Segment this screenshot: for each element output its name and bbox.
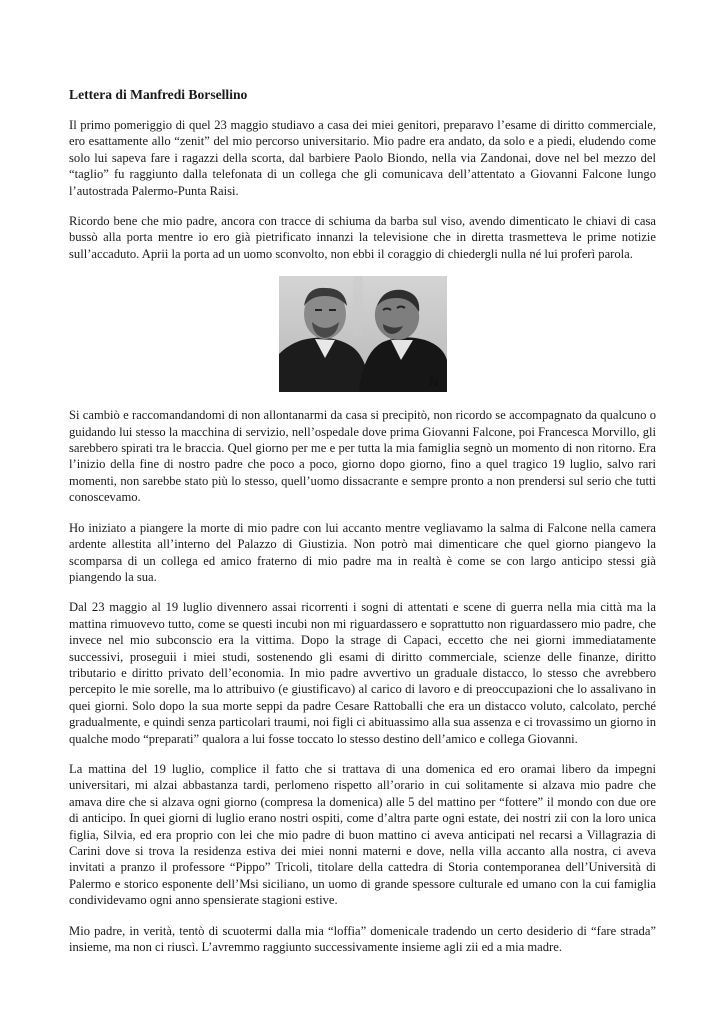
paragraph-3: Si cambiò e raccomandandomi di non allontanarmi da casa si precipitò, non ricordo se accompagnato da qualcuno o guidando lui stesso la macchina di servizio, nell’ospedale dove prima Giovanni Falcone, poi Francesca Morvillo, gli sarebbero spirati tra le braccia. Quel giorno per me e per tutta la mia famiglia segnò un momento di non ritorno. Era l’inizio della fine di nostro padre che poco a poco, giorno dopo giorno, fino a quel tragico 19 luglio, salvo rari momenti, non sarebbe stato più lo stesso, quell’uomo dissacrante e sempre pronto a non prendersi sul serio che tutti conoscevamo.	[69, 408, 656, 505]
photo-corner-mark: N	[428, 374, 438, 390]
paragraph-5: Dal 23 maggio al 19 luglio divennero assai ricorrenti i sogni di attentati e scene di guerra nella mia città ma la mattina rimuovevo tutto, come se questi incubi non mi riguardassero e soprattutto non riguardassero mio padre, che invece nel mio subconscio era la vittima. Dopo la strage di Capaci, eccetto che nei giorni immediatamente successivi, proseguii i miei studi, sostenendo gli esami di diritto commerciale, scienze delle finanze, diritto tributario e diritto privato dell’economia. In mio padre avvertivo un graduale distacco, lo stesso che avrebbero percepito le mie sorelle, ma lo attribuivo (e giustificavo) al carico di lavoro e di preoccupazioni che lo assalivano in quei giorni. Solo dopo la sua morte seppi da padre Cesare Rattoballi che era un distacco voluto, calcolato, perché gradualmente, e quindi senza particolari traumi, noi figli ci abituassimo alla sua assenza e ci trovassimo un giorno in qualche modo “preparati” qualora a lui fosse toccato lo stesso destino dell’amico e collega Giovanni.	[69, 600, 656, 746]
paragraph-4: Ho iniziato a piangere la morte di mio padre con lui accanto mentre vegliavamo la salma di Falcone nella camera ardente allestita all’interno del Palazzo di Giustizia. Non potrò mai dimenticare che quel giorno piangevo la scomparsa di un collega ed amico fraterno di mio padre ma in realtà è come se con largo anticipo stessi già piangendo la sua.	[69, 520, 656, 584]
paragraph-7: Mio padre, in verità, tentò di scuotermi dalla mia “loffia” domenicale tradendo un certo desiderio di “fare strada” insieme, ma non ci riuscì. L’avremmo raggiunto successivamente insieme agli zii ed a mia madre.	[69, 923, 656, 955]
photo-illustration	[279, 276, 447, 392]
photo-container	[69, 276, 656, 392]
paragraph-6: La mattina del 19 luglio, complice il fatto che si trattava di una domenica ed ero oramai libero da impegni universitari, mi alzai abbastanza tardi, perlomeno rispetto all’orario in cui solitamente si alzava mio padre che amava dire che si alzava ogni giorno (compresa la domenica) alle 5 del mattino per “fottere” il mondo con due ore di anticipo. In quei giorni di luglio erano nostri ospiti, come d’altra parte ogni estate, dei nostri zii con la loro unica figlia, Silvia, ed era proprio con lei che mio padre di buon mattino ci aveva anticipati nel recarsi a Villagrazia di Carini dove si trova la residenza estiva dei miei nonni materni e dove, nella villa accanto alla nostra, ci aveva invitati a pranzo il professore “Pippo” Tricoli, titolare della cattedra di Storia contemporanea dell’Università di Palermo e storico esponente dell’Msi siciliano, un uomo di grande spessore culturale ed umano con la cui famiglia condividevamo ogni anno spensierate stagioni estive.	[69, 761, 656, 908]
document-page	[69, 86, 656, 969]
paragraph-1: Il primo pomeriggio di quel 23 maggio studiavo a casa dei miei genitori, preparavo l’esame di diritto commerciale, ero esattamente allo “zenit” del mio percorso universitario. Mio padre era andato, da solo e a piedi, eludendo come solo lui sapeva fare i ragazzi della scorta, dal barbiere Paolo Biondo, nella via Zandonai, dove nel bel mezzo del “taglio” fu raggiunto dalla telefonata di un collega che gli comunicava dell’attentato a Giovanni Falcone lungo l’autostrada Palermo-Punta Raisi.	[69, 118, 656, 198]
document-title: Lettera di Manfredi Borsellino	[69, 87, 248, 102]
black-and-white-photo	[279, 276, 447, 392]
paragraph-2: Ricordo bene che mio padre, ancora con tracce di schiuma da barba sul viso, avendo dimenticato le chiavi di casa bussò alla porta mentre io ero già pietrificato innanzi la televisione che in diretta trasmetteva le prime notizie sull’accaduto. Aprii la porta ad un uomo sconvolto, non ebbi il coraggio di chiedergli nulla né lui proferì parola.	[69, 214, 656, 261]
